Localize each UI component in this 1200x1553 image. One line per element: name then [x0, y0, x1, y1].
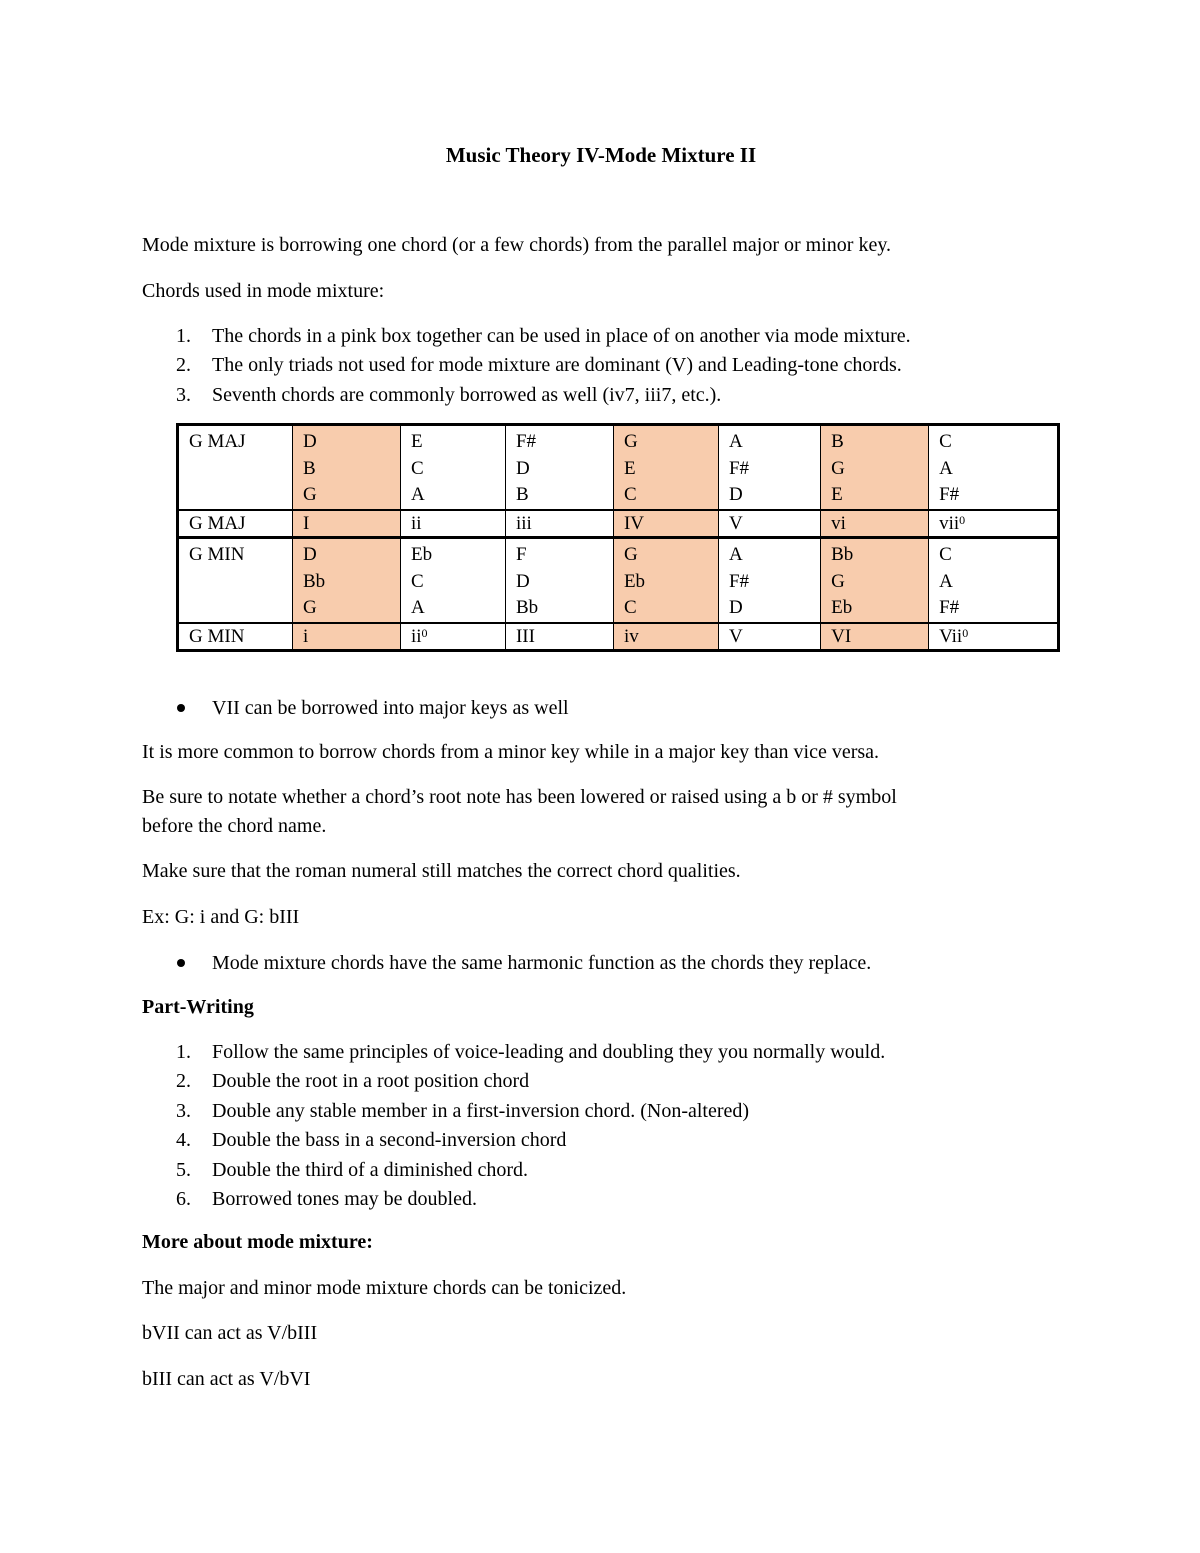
diminished-superscript: 0 [962, 626, 969, 640]
bullet-vii: VII can be borrowed into major keys as well [142, 696, 569, 720]
roman-numeral-cell: ii [400, 510, 505, 538]
chord-notes-cell [505, 538, 613, 624]
chord-note: B [303, 457, 316, 479]
chords-heading: Chords used in mode mixture: [142, 280, 385, 302]
chord-note: F [515, 544, 527, 565]
list-item: 2. The only triads not used for mode mixture are dominant (V) and Leading-tone chords. [176, 354, 902, 377]
chord-note: A [728, 544, 743, 565]
chord-note: F# [939, 597, 960, 618]
chord-note: D [303, 431, 317, 452]
chord-notes-cell [293, 425, 401, 511]
list-item: 2. Double the root in a root position chord [176, 1070, 530, 1093]
chord-note: A [728, 431, 743, 452]
bullet-function: Mode mixture chords have the same harmonic function as the chords they replace. [142, 951, 871, 975]
chord-note: A [939, 457, 953, 479]
list-item: 6. Borrowed tones may be doubled. [176, 1187, 477, 1210]
key-label-cell: G MAJ [178, 425, 293, 511]
chord-note: E [831, 484, 843, 505]
chord-note: C [410, 457, 424, 479]
roman-numeral-cell: VI [821, 623, 929, 651]
roman-numeral-cell: vi [821, 510, 929, 538]
chord-notes-cell [293, 538, 401, 624]
chord-note: C [939, 544, 952, 565]
roman-numeral-row [178, 510, 1059, 538]
roman-numeral-row [178, 623, 1059, 651]
roman-numeral-cell: iv [613, 623, 718, 651]
roman-paragraph: Make sure that the roman numeral still matches the correct chord qualities. [142, 860, 741, 882]
bullet-icon [177, 704, 185, 712]
chord-table [176, 423, 1060, 652]
key-label-cell: G MIN [178, 623, 293, 651]
chord-note: C [623, 597, 637, 618]
roman-numeral-cell: V [718, 623, 820, 651]
chord-note: D [515, 457, 530, 479]
chord-note: C [410, 570, 424, 592]
chord-note: D [515, 570, 530, 592]
chord-note: B [831, 431, 844, 452]
list-item: 1. Follow the same principles of voice-leading and doubling they you normally would. [176, 1041, 886, 1063]
chord-note: A [939, 570, 953, 592]
chord-note: Bb [515, 597, 539, 618]
chord-note: F# [728, 570, 750, 592]
roman-numeral-cell: IV [613, 510, 718, 538]
chord-note: A [410, 597, 425, 618]
example-line: Ex: G: i and G: bIII [142, 906, 300, 928]
chord-notes-cell [821, 425, 929, 511]
key-label-cell: G MAJ [178, 510, 293, 538]
roman-numeral-cell: i [293, 623, 401, 651]
chord-note: B [515, 484, 529, 505]
chord-notes-cell [505, 425, 613, 511]
chord-note: D [728, 484, 743, 505]
partwriting-heading: Part-Writing [142, 996, 254, 1018]
chord-note: A [410, 484, 425, 505]
list-item: 4. Double the bass in a second-inversion chord [176, 1129, 567, 1152]
chord-note: Eb [410, 544, 433, 565]
chord-note: G [623, 431, 638, 452]
more-heading: More about mode mixture: [142, 1231, 373, 1253]
bullet-icon [177, 959, 185, 967]
list-item: 1. The chords in a pink box together can be used in place of on another via mode mixture. [176, 325, 911, 347]
chord-note: Eb [831, 597, 853, 618]
diminished-superscript: 0 [421, 626, 428, 640]
chord-notes-cell [400, 425, 505, 511]
chord-note: E [410, 431, 423, 452]
chord-notes-cell [929, 538, 1059, 624]
chord-note: E [623, 457, 636, 479]
chord-note: D [303, 544, 317, 565]
diminished-superscript: 0 [959, 513, 966, 527]
roman-numeral-cell: $ii^0$ [400, 623, 505, 651]
chord-note: C [623, 484, 637, 505]
list-item: 3. Double any stable member in a first-inversion chord. (Non-altered) [176, 1099, 750, 1122]
chord-notes-row [178, 538, 1059, 624]
notate-paragraph-line2: before the chord name. [142, 815, 327, 837]
roman-numeral-cell: Vii$^0$ [929, 623, 1059, 651]
roman-numeral-cell: III [505, 623, 613, 651]
roman-numeral-cell: V [718, 510, 820, 538]
key-label-cell: G MIN [178, 538, 293, 624]
chord-note: G [831, 570, 845, 592]
biii-line: bIII can act as V/bVI [142, 1368, 311, 1390]
roman-numeral-cell: I [293, 510, 401, 538]
chord-note: F# [939, 484, 960, 505]
chord-note: F# [728, 457, 750, 479]
chord-note: G [303, 484, 317, 505]
chord-note: Eb [623, 570, 646, 592]
chord-note: D [728, 597, 743, 618]
partwriting-list [142, 1040, 885, 1216]
list-item: 3. Seventh chords are commonly borrowed as well (iv7, iii7, etc.). [176, 383, 722, 406]
common-paragraph: It is more common to borrow chords from a minor key while in a major key than vice versa. [142, 741, 880, 763]
chord-note: Bb [303, 570, 326, 592]
chord-note: G [831, 457, 845, 479]
chord-notes-cell [929, 425, 1059, 511]
chord-note: F# [515, 431, 537, 452]
intro-paragraph: Mode mixture is borrowing one chord (or a few chords) from the parallel major or minor key. [142, 234, 892, 256]
chord-notes-cell [821, 538, 929, 624]
chord-notes-cell [718, 425, 820, 511]
chord-note: G [623, 544, 638, 565]
chord-notes-cell [613, 425, 718, 511]
roman-numeral-cell: iii [505, 510, 613, 538]
chords-list [142, 324, 911, 412]
chord-note: Bb [831, 544, 854, 565]
chord-notes-cell [400, 538, 505, 624]
bvii-line: bVII can act as V/bIII [142, 1322, 318, 1344]
chord-note: G [303, 597, 317, 618]
chord-notes-cell [718, 538, 820, 624]
notate-paragraph-line1: Be sure to notate whether a chord’s root note has been lowered or raised using a b or # symbol [142, 786, 897, 808]
chord-note: C [939, 431, 952, 452]
more-paragraph: The major and minor mode mixture chords can be tonicized. [142, 1277, 627, 1299]
roman-numeral-cell: vii$^0$ [929, 510, 1059, 538]
page-title: Music Theory IV-Mode Mixture II [445, 143, 757, 167]
chord-notes-cell [613, 538, 718, 624]
chord-notes-row [178, 425, 1059, 511]
list-item: 5. Double the third of a diminished chord. [176, 1158, 529, 1181]
